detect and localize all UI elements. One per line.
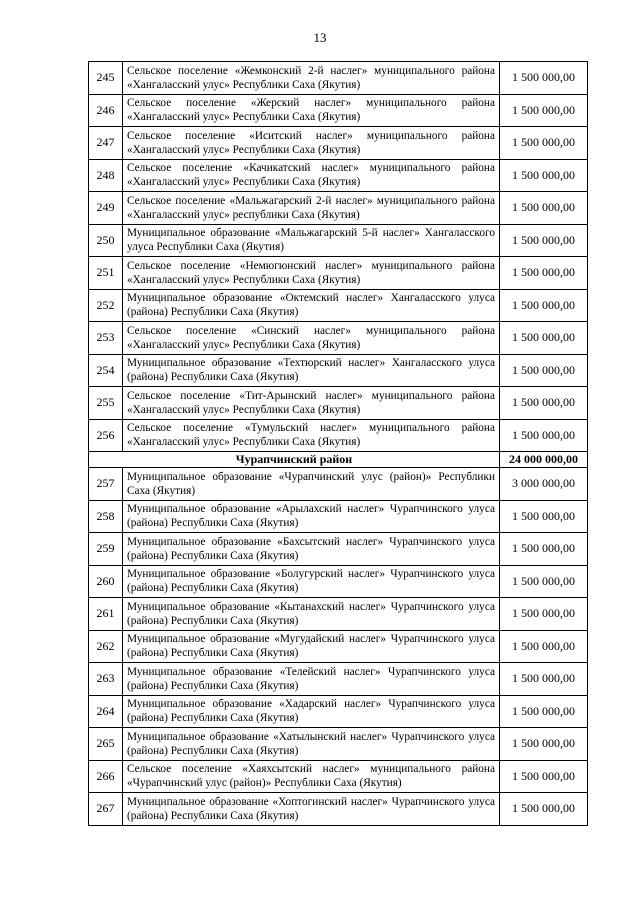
row-number: 251 (89, 257, 123, 290)
row-number: 253 (89, 322, 123, 355)
row-amount: 1 500 000,00 (500, 695, 588, 728)
row-municipality: Муниципальное образование «Техтюрский наслег» Хангаласского улуса (района) Республики Саха (Якутия) (123, 354, 500, 387)
row-municipality: Муниципальное образование «Октемский наслег» Хангаласского улуса (района) Республики Саха (Якутия) (123, 289, 500, 322)
row-municipality: Муниципальное образование «Мальжагарский 5-й наслег» Хангаласского улуса Республики Саха (Якутия) (123, 224, 500, 257)
table-row (89, 257, 588, 290)
row-municipality: Сельское поселение «Мальжагарский 2-й наслег» муниципального района «Хангаласский улус» республики Саха (Якутия) (123, 192, 500, 225)
table-row (89, 354, 588, 387)
row-municipality: Муниципальное образование «Арылахский наслег» Чурапчинского улуса (района) Республики Саха (Якутия) (123, 500, 500, 533)
row-number: 249 (89, 192, 123, 225)
row-number: 267 (89, 793, 123, 826)
table-row (89, 322, 588, 355)
section-row (89, 452, 588, 468)
table-row (89, 127, 588, 160)
row-amount: 1 500 000,00 (500, 630, 588, 663)
row-amount: 1 500 000,00 (500, 728, 588, 761)
row-municipality: Муниципальное образование «Бахсытский наслег» Чурапчинского улуса (района) Республики Саха (Якутия) (123, 533, 500, 566)
row-municipality: Сельское поселение «Синский наслег» муниципального района «Хангаласский улус» Республики Саха (Якутия) (123, 322, 500, 355)
row-amount: 1 500 000,00 (500, 127, 588, 160)
table-body-after (89, 468, 588, 826)
row-amount: 1 500 000,00 (500, 62, 588, 95)
row-amount: 1 500 000,00 (500, 793, 588, 826)
table-row (89, 224, 588, 257)
row-number: 246 (89, 94, 123, 127)
table-row (89, 94, 588, 127)
table-row (89, 760, 588, 793)
page-number: 13 (313, 30, 327, 45)
row-amount: 1 500 000,00 (500, 419, 588, 452)
row-number: 250 (89, 224, 123, 257)
row-number: 245 (89, 62, 123, 95)
row-municipality: Сельское поселение «Хаяхсытский наслег» муниципального района «Чурапчинский улус (район)» Республики Саха (Якутия) (123, 760, 500, 793)
row-number: 266 (89, 760, 123, 793)
row-municipality: Муниципальное образование «Мугудайский наслег» Чурапчинского улуса (района) Республики Саха (Якутия) (123, 630, 500, 663)
row-number: 259 (89, 533, 123, 566)
row-number: 248 (89, 159, 123, 192)
row-municipality: Сельское поселение «Иситский наслег» муниципального района «Хангаласский улус» Республики Саха (Якутия) (123, 127, 500, 160)
row-amount: 1 500 000,00 (500, 500, 588, 533)
section-header (89, 452, 588, 468)
row-number: 265 (89, 728, 123, 761)
table-row (89, 728, 588, 761)
row-municipality: Сельское поселение «Тит-Арынский наслег» муниципального района «Хангаласский улус» Республики Саха (Якутия) (123, 387, 500, 420)
row-amount: 1 500 000,00 (500, 533, 588, 566)
row-number: 264 (89, 695, 123, 728)
table-row (89, 565, 588, 598)
row-number: 262 (89, 630, 123, 663)
row-number: 263 (89, 663, 123, 696)
section-title: Чурапчинский район (89, 452, 500, 468)
row-municipality: Сельское поселение «Тумульский наслег» муниципального района «Хангаласский улус» Республики Саха (Якутия) (123, 419, 500, 452)
row-number: 260 (89, 565, 123, 598)
table-row (89, 598, 588, 631)
row-amount: 1 500 000,00 (500, 663, 588, 696)
table-row (89, 630, 588, 663)
allocation-table (88, 61, 588, 826)
table-row (89, 289, 588, 322)
table-row (89, 387, 588, 420)
row-amount: 1 500 000,00 (500, 565, 588, 598)
table-row (89, 159, 588, 192)
row-municipality: Муниципальное образование «Чурапчинский улус (район)» Республики Саха (Якутия) (123, 468, 500, 501)
table-row (89, 419, 588, 452)
row-number: 254 (89, 354, 123, 387)
table-row (89, 62, 588, 95)
row-amount: 1 500 000,00 (500, 289, 588, 322)
row-amount: 1 500 000,00 (500, 760, 588, 793)
row-amount: 1 500 000,00 (500, 192, 588, 225)
row-number: 261 (89, 598, 123, 631)
row-amount: 1 500 000,00 (500, 322, 588, 355)
row-amount: 1 500 000,00 (500, 257, 588, 290)
row-municipality: Муниципальное образование «Телейский наслег» Чурапчинского улуса (района) Республики Саха (Якутия) (123, 663, 500, 696)
row-municipality: Муниципальное образование «Кытанахский наслег» Чурапчинского улуса (района) Республики Саха (Якутия) (123, 598, 500, 631)
table-row (89, 695, 588, 728)
table-row (89, 533, 588, 566)
row-number: 258 (89, 500, 123, 533)
row-amount: 3 000 000,00 (500, 468, 588, 501)
table-row (89, 500, 588, 533)
row-amount: 1 500 000,00 (500, 94, 588, 127)
row-number: 252 (89, 289, 123, 322)
row-amount: 1 500 000,00 (500, 354, 588, 387)
row-amount: 1 500 000,00 (500, 598, 588, 631)
table-row (89, 793, 588, 826)
row-municipality: Муниципальное образование «Хоптогинский наслег» Чурапчинского улуса (района) Республики Саха (Якутия) (123, 793, 500, 826)
row-municipality: Сельское поселение «Жемконский 2-й наслег» муниципального района «Хангаласский улус» Республики Саха (Якутия) (123, 62, 500, 95)
row-amount: 1 500 000,00 (500, 224, 588, 257)
row-amount: 1 500 000,00 (500, 159, 588, 192)
row-amount: 1 500 000,00 (500, 387, 588, 420)
row-municipality: Муниципальное образование «Хадарский наслег» Чурапчинского улуса (района) Республики Саха (Якутия) (123, 695, 500, 728)
table-row (89, 192, 588, 225)
table-row (89, 663, 588, 696)
row-municipality: Сельское поселение «Немюгюнский наслег» муниципального района «Хангаласский улус» Республики Саха (Якутия) (123, 257, 500, 290)
row-municipality: Сельское поселение «Качикатский наслег» муниципального района «Хангаласский улус» Республики Саха (Якутия) (123, 159, 500, 192)
row-number: 256 (89, 419, 123, 452)
row-municipality: Сельское поселение «Жерский наслег» муниципального района «Хангаласский улус» Республики Саха (Якутия) (123, 94, 500, 127)
row-number: 255 (89, 387, 123, 420)
table-row (89, 468, 588, 501)
row-municipality: Муниципальное образование «Болугурский наслег» Чурапчинского улуса (района) Республики Саха (Якутия) (123, 565, 500, 598)
row-number: 247 (89, 127, 123, 160)
section-total: 24 000 000,00 (500, 452, 588, 468)
table-body-before (89, 62, 588, 452)
row-municipality: Муниципальное образование «Хатылынский наслег» Чурапчинского улуса (района) Республики Саха (Якутия) (123, 728, 500, 761)
row-number: 257 (89, 468, 123, 501)
